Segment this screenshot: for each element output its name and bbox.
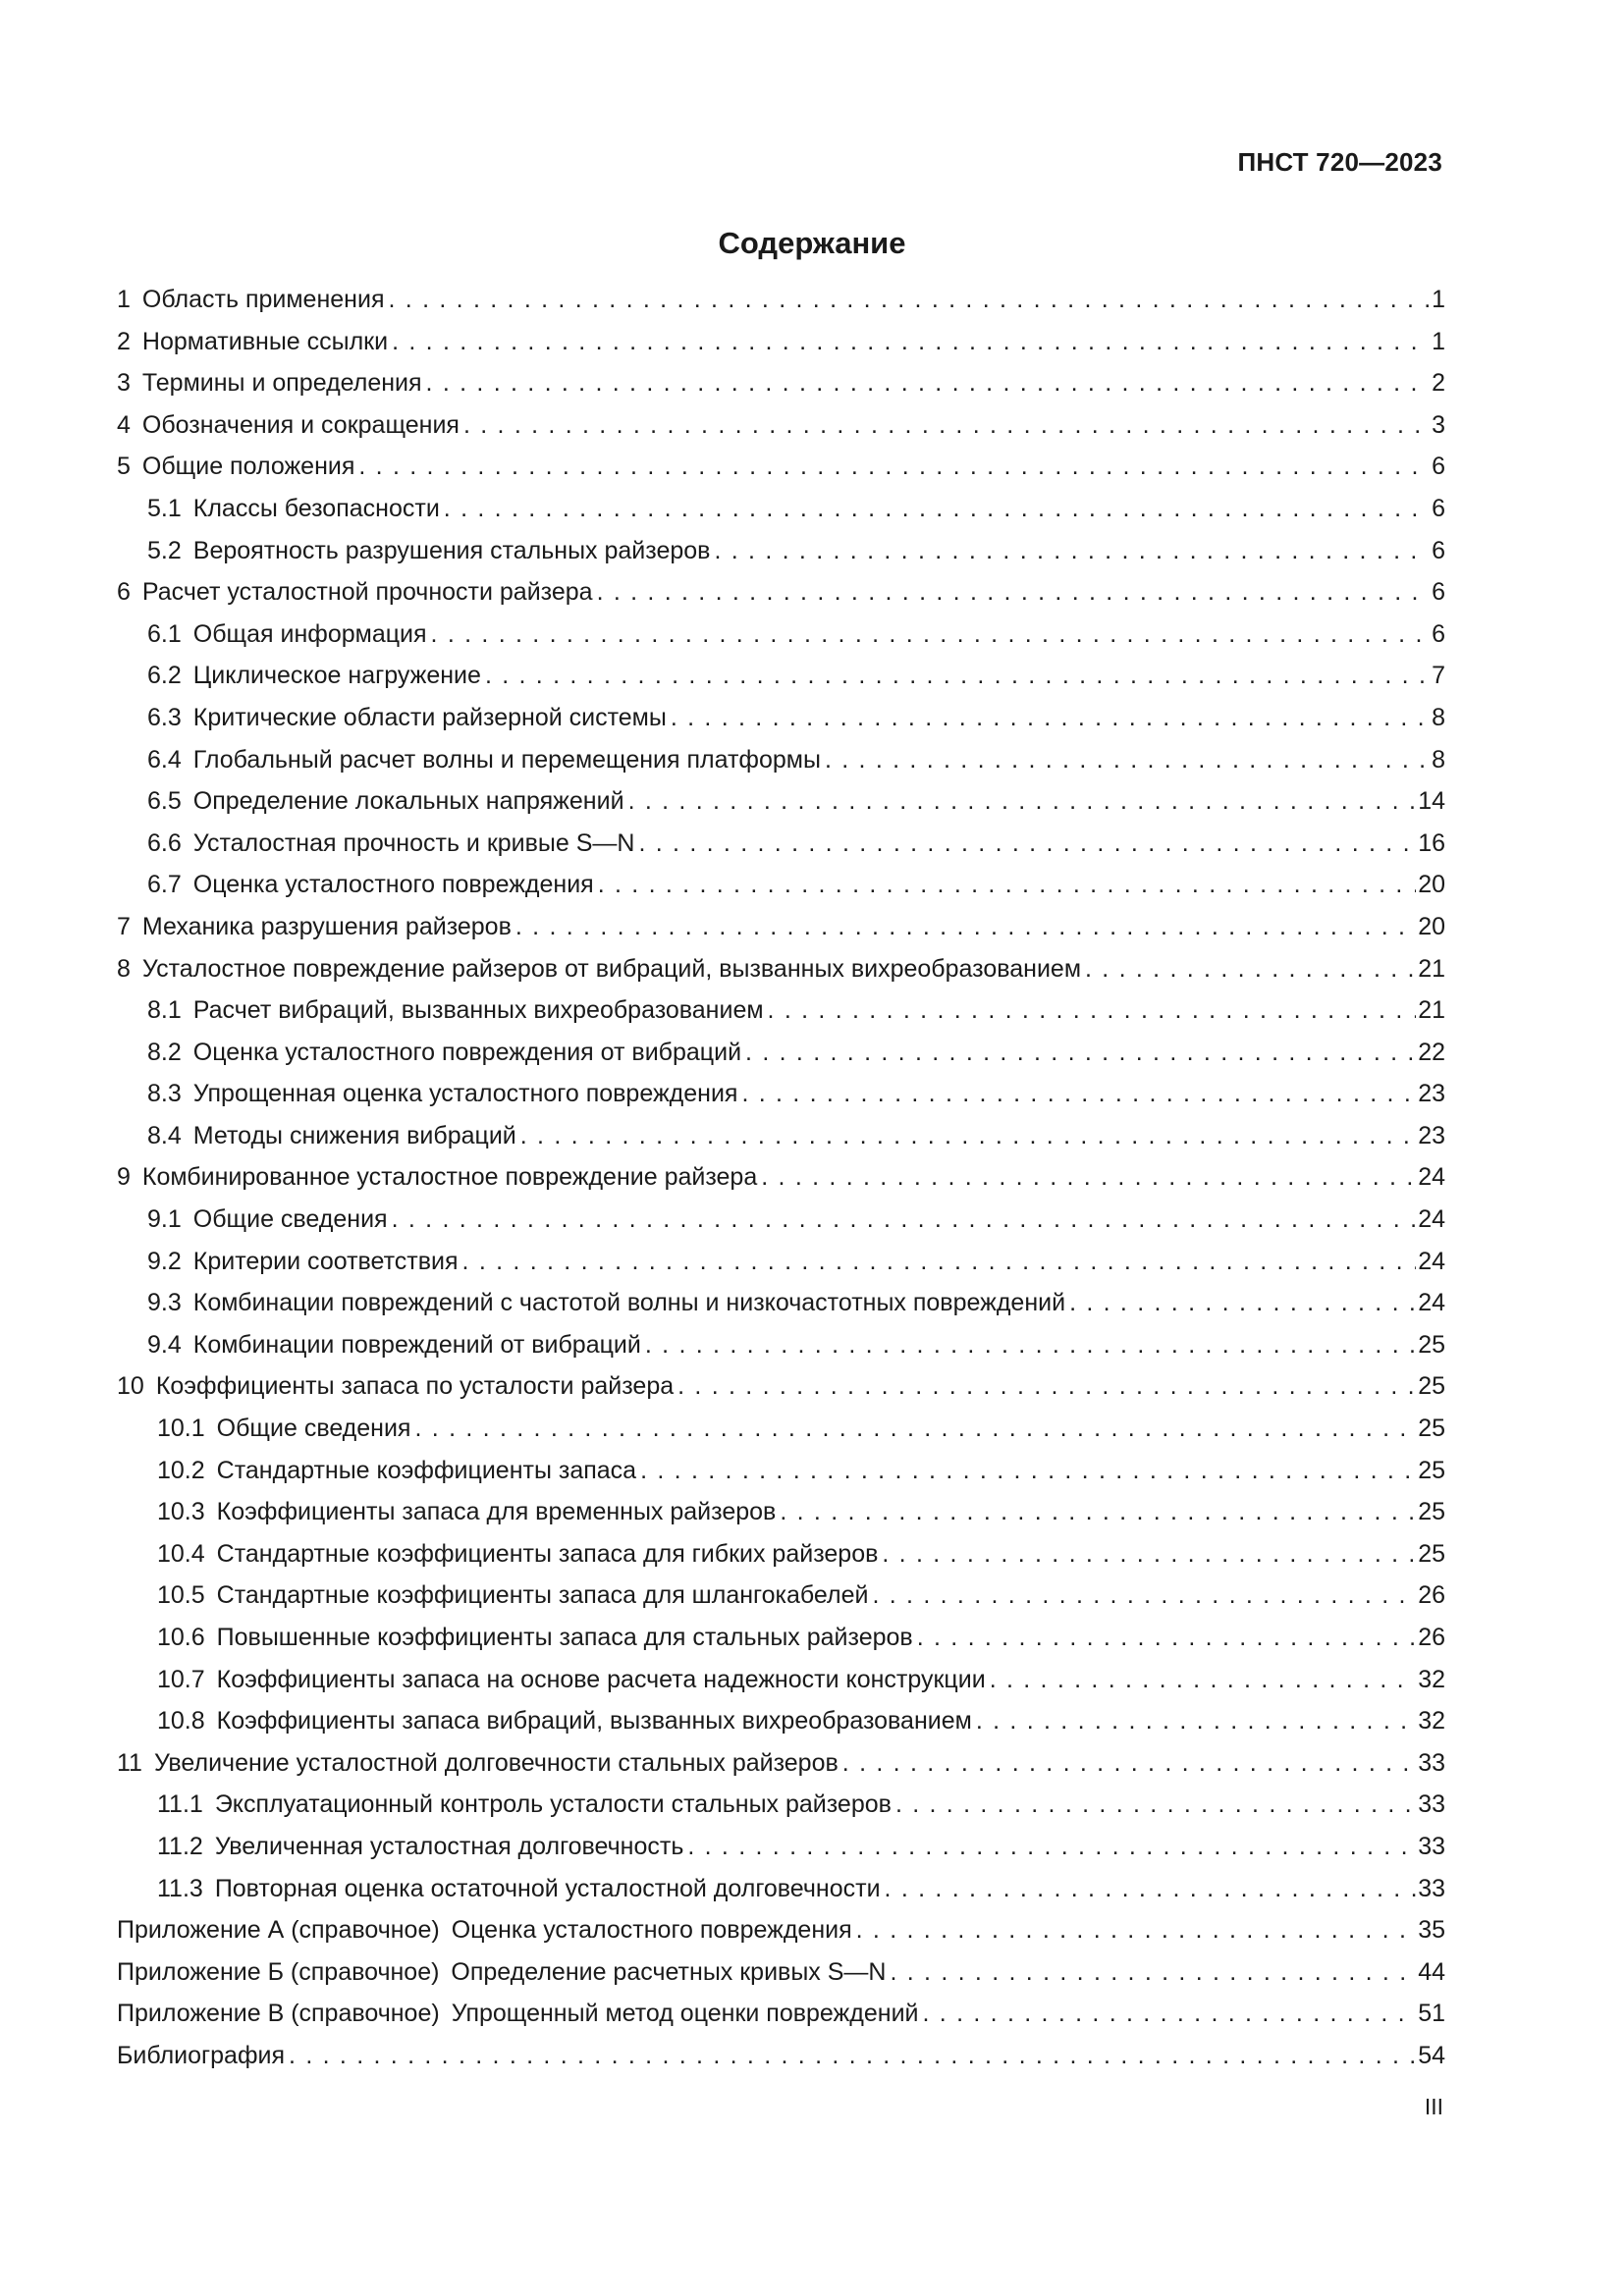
toc-entry-page: 33 [1418,1748,1445,1777]
toc-entry[interactable] [117,1205,1445,1248]
toc-dot-leader [872,1581,1416,1610]
toc-entry-title: Вероятность разрушения стальных райзеров [192,536,711,564]
toc-entry-page: 24 [1418,1205,1445,1234]
toc-dot-leader [392,328,1430,356]
toc-entry-number: 3 [117,369,131,398]
toc-entry-number: 6.6 [147,828,182,857]
toc-entry[interactable] [117,829,1445,872]
toc-entry-page: 21 [1418,996,1445,1025]
toc-dot-leader [890,1958,1416,1987]
toc-entry-title: Оценка усталостного повреждения [451,1916,852,1945]
toc-entry-number: 6.3 [147,703,182,731]
toc-dot-leader [976,1707,1416,1735]
toc-dot-leader [431,620,1431,649]
toc-dot-leader [597,578,1431,607]
toc-entry-number: 11.3 [157,1874,203,1902]
toc-entry[interactable] [117,704,1445,746]
toc-entry[interactable] [117,1666,1445,1708]
toc-entry-number: 9.3 [147,1289,182,1317]
toc-entry-number: 6.7 [147,871,182,899]
toc-dot-leader [885,1875,1417,1903]
toc-entry[interactable] [117,620,1445,663]
toc-entry-page: 54 [1418,2041,1445,2069]
toc-entry-page: 33 [1418,1874,1445,1902]
toc-entry[interactable] [117,537,1445,579]
toc-entry-number: 10 [117,1372,144,1401]
toc-entry[interactable] [117,578,1445,620]
toc-entry-title: Оценка усталостного повреждения [192,871,594,899]
toc-entry[interactable] [117,1581,1445,1624]
toc-entry[interactable] [117,1457,1445,1499]
toc-entry-page: 3 [1432,410,1445,439]
toc-entry-number: 11 [117,1748,142,1777]
toc-entry-page: 20 [1418,871,1445,899]
toc-entry[interactable] [117,996,1445,1039]
toc-dot-leader [1069,1289,1416,1317]
toc-entry[interactable] [117,328,1445,370]
toc-entry[interactable] [117,2042,1445,2084]
toc-entry[interactable] [117,1749,1445,1791]
toc-entry-title: Глобальный расчет волны и перемещения платформы [192,745,821,774]
toc-entry-number: 10.8 [157,1707,205,1735]
toc-entry-number: Приложение В (справочное) [117,2000,440,2028]
toc-entry-number: 6 [117,578,131,607]
toc-entry-number: 10.5 [157,1581,205,1610]
toc-dot-leader [761,1163,1416,1192]
toc-entry-page: 7 [1432,662,1445,690]
toc-dot-leader [768,996,1417,1025]
toc-dot-leader [463,411,1430,440]
toc-entry-title: Повышенные коэффициенты запаса для стальных райзеров [216,1624,913,1651]
toc-entry-number: 6.5 [147,787,182,816]
toc-entry-number: 7 [117,912,131,940]
toc-entry-title: Методы снижения вибраций [192,1121,516,1149]
toc-dot-leader [598,871,1416,899]
toc-dot-leader [645,1331,1416,1360]
toc-entry[interactable] [117,1415,1445,1457]
toc-entry-number: 5 [117,453,131,481]
toc-entry-title: Повторная оценка остаточной усталостной долговечности [214,1874,881,1902]
toc-dot-leader [895,1790,1416,1819]
toc-entry-number: 5.1 [147,494,182,522]
toc-dot-leader [687,1833,1416,1861]
toc-entry[interactable] [117,411,1445,454]
toc-dot-leader [825,746,1430,774]
toc-entry-title: Комбинированное усталостное повреждение райзера [141,1163,758,1192]
toc-entry-page: 25 [1418,1498,1445,1526]
toc-entry-page: 8 [1432,745,1445,774]
toc-entry-title: Упрощенный метод оценки повреждений [451,2000,919,2028]
toc-entry-page: 35 [1418,1916,1445,1945]
toc-entry-number: 11.1 [157,1790,203,1819]
toc-entry[interactable] [117,662,1445,704]
toc-entry[interactable] [117,1707,1445,1749]
toc-entry-title: Коэффициенты запаса на основе расчета надежности конструкции [216,1665,986,1693]
toc-entry-title: Комбинации повреждений от вибраций [192,1330,641,1359]
toc-dot-leader [882,1540,1416,1569]
toc-entry-page: 26 [1418,1624,1445,1651]
toc-entry-page: 44 [1418,1957,1445,1986]
toc-dot-leader [671,704,1430,732]
toc-entry-number: 11.2 [157,1832,203,1860]
toc-entry-title: Определение локальных напряжений [192,787,624,816]
toc-entry-number: 1 [117,286,131,313]
toc-entry-page: 8 [1432,703,1445,731]
toc-entry-page: 32 [1418,1707,1445,1735]
toc-entry[interactable] [117,1163,1445,1205]
toc-entry-page: 22 [1418,1038,1445,1066]
toc-entry[interactable] [117,1372,1445,1415]
toc-entry-title: Увеличение усталостной долговечности стальных райзеров [153,1748,839,1777]
toc-entry-number: 8.2 [147,1038,182,1066]
toc-entry[interactable] [117,1916,1445,1958]
toc-entry-title: Увеличенная усталостная долговечность [214,1832,684,1860]
toc-entry-page: 16 [1418,828,1445,857]
toc-entry[interactable] [117,1498,1445,1540]
toc-entry-page: 14 [1418,787,1445,816]
toc-entry[interactable] [117,1039,1445,1081]
toc-entry[interactable] [117,871,1445,913]
toc-entry-number: 6.2 [147,662,182,690]
toc-dot-leader [358,453,1430,481]
toc-entry-page: 32 [1418,1665,1445,1693]
toc-entry[interactable] [117,1122,1445,1164]
toc-entry-page: 25 [1418,1372,1445,1401]
toc-dot-leader [444,495,1430,523]
toc-entry[interactable] [117,2000,1445,2042]
toc-entry-title: Коэффициенты запаса по усталости райзера [155,1372,675,1401]
toc-entry[interactable] [117,955,1445,997]
toc-entry-title: Стандартные коэффициенты запаса для гибких райзеров [216,1539,879,1568]
toc-entry-page: 2 [1432,369,1445,398]
toc-entry[interactable] [117,1248,1445,1290]
toc-entry-title: Классы безопасности [192,494,440,522]
toc-entry-page: 33 [1418,1832,1445,1860]
toc-entry[interactable] [117,369,1445,411]
toc-entry-number: 10.1 [157,1415,205,1443]
toc-entry-title: Обозначения и сокращения [141,410,460,439]
toc-entry-number: 5.2 [147,536,182,564]
toc-entry-title: Область применения [141,286,385,313]
toc-entry-number: 9.2 [147,1247,182,1275]
toc-dot-leader [640,1457,1416,1485]
toc-entry-page: 6 [1432,494,1445,522]
toc-entry-page: 21 [1418,954,1445,983]
toc-dot-leader [426,369,1431,398]
toc-dot-leader [917,1624,1416,1652]
toc-entry-page: 26 [1418,1581,1445,1610]
toc-dot-leader [923,2000,1417,2028]
toc-entry-page: 20 [1418,912,1445,940]
toc-entry-page: 1 [1432,286,1445,313]
toc-entry-number: 4 [117,410,131,439]
toc-entry-page: 25 [1418,1539,1445,1568]
toc-entry-number: Приложение А (справочное) [117,1916,440,1945]
toc-entry-title: Критерии соответствия [192,1247,459,1275]
toc-entry-number: 9 [117,1163,131,1192]
toc-dot-leader [741,1080,1416,1108]
toc-dot-leader [990,1666,1417,1694]
toc-entry-page: 6 [1432,536,1445,564]
table-of-contents [117,286,1445,2084]
toc-entry-title: Эксплуатационный контроль усталости стальных райзеров [214,1790,892,1819]
toc-entry-title: Коэффициенты запаса вибраций, вызванных вихреобразованием [216,1707,972,1735]
toc-entry-page: 33 [1418,1790,1445,1819]
toc-entry-number: 10.3 [157,1498,205,1526]
toc-entry[interactable] [117,1289,1445,1331]
toc-dot-leader [628,787,1417,816]
toc-entry-title: Общие положения [141,453,355,481]
toc-entry[interactable] [117,1790,1445,1833]
toc-entry[interactable] [117,1331,1445,1373]
toc-entry-title: Нормативные ссылки [141,327,389,355]
toc-entry[interactable] [117,1624,1445,1666]
toc-dot-leader [462,1248,1417,1276]
toc-entry-page: 24 [1418,1247,1445,1275]
toc-entry-number: 10.4 [157,1539,205,1568]
toc-entry[interactable] [117,286,1445,328]
toc-entry-page: 25 [1418,1456,1445,1484]
toc-entry-page: 6 [1432,453,1445,481]
toc-entry[interactable] [117,1540,1445,1582]
toc-dot-leader [520,1122,1416,1150]
toc-entry-title: Оценка усталостного повреждения от вибраций [192,1038,742,1066]
toc-dot-leader [745,1039,1416,1067]
toc-dot-leader [842,1749,1416,1778]
toc-dot-leader [677,1372,1416,1401]
toc-entry-page: 23 [1418,1080,1445,1108]
toc-entry[interactable] [117,1875,1445,1917]
toc-entry-page: 6 [1432,578,1445,607]
toc-entry-page: 25 [1418,1330,1445,1359]
toc-entry[interactable] [117,495,1445,537]
toc-entry-title: Общая информация [192,619,427,648]
toc-dot-leader [714,537,1430,565]
toc-dot-leader [780,1498,1416,1526]
toc-entry-title: Усталостная прочность и кривые S—N [192,828,635,857]
toc-entry[interactable] [117,913,1445,955]
toc-dot-leader [392,1205,1417,1234]
toc-dot-leader [1085,955,1416,984]
toc-entry-number: 8 [117,954,131,983]
toc-entry[interactable] [117,746,1445,788]
toc-entry-number: 2 [117,327,131,355]
toc-entry-title: Общие сведения [216,1415,411,1443]
toc-entry-page: 6 [1432,619,1445,648]
toc-dot-leader [414,1415,1416,1443]
toc-entry-number: 10.6 [157,1624,205,1651]
toc-entry-page: 25 [1418,1415,1445,1443]
toc-title: Содержание [718,226,906,260]
toc-dot-leader [515,913,1416,941]
toc-entry-number: 10.2 [157,1456,205,1484]
toc-entry-title: Стандартные коэффициенты запаса [216,1456,637,1484]
toc-entry-number: 6.4 [147,745,182,774]
document-code: ПНСТ 720—2023 [1237,147,1442,177]
toc-entry-page: 23 [1418,1121,1445,1149]
toc-entry-title: Термины и определения [141,369,422,398]
toc-entry[interactable] [117,1958,1445,2001]
toc-entry-title: Упрощенная оценка усталостного повреждения [192,1080,738,1108]
toc-dot-leader [638,829,1416,858]
toc-entry-title: Коэффициенты запаса для временных райзеров [216,1498,777,1526]
toc-entry-page: 24 [1418,1289,1445,1317]
toc-entry-number: 6.1 [147,619,182,648]
toc-dot-leader [485,662,1430,690]
toc-entry-number: 8.3 [147,1080,182,1108]
toc-entry-title: Библиография [117,2041,286,2069]
toc-entry-number: 8.1 [147,996,182,1025]
toc-entry-number: 9.4 [147,1330,182,1359]
toc-entry-title: Расчет вибраций, вызванных вихреобразованием [192,996,764,1025]
toc-dot-leader [856,1916,1417,1945]
toc-entry-title: Определение расчетных кривых S—N [451,1957,887,1986]
toc-entry[interactable] [117,1833,1445,1875]
toc-entry-number: 9.1 [147,1205,182,1234]
toc-entry-title: Стандартные коэффициенты запаса для шлангокабелей [216,1581,869,1610]
toc-entry-title: Расчет усталостной прочности райзера [141,578,593,607]
toc-entry-title: Механика разрушения райзеров [141,912,512,940]
toc-entry-title: Общие сведения [192,1205,388,1234]
toc-entry-number: Приложение Б (справочное) [117,1957,440,1986]
toc-entry-title: Критические области райзерной системы [192,703,667,731]
toc-entry-title: Циклическое нагружение [192,662,481,690]
toc-entry-page: 51 [1418,2000,1445,2028]
toc-entry-title: Комбинации повреждений с частотой волны и низкочастотных повреждений [192,1289,1066,1317]
toc-entry-title: Усталостное повреждение райзеров от вибраций, вызванных вихреобразованием [141,954,1082,983]
toc-entry[interactable] [117,453,1445,495]
toc-entry-number: 10.7 [157,1665,205,1693]
page-number: III [1424,2094,1443,2119]
toc-entry[interactable] [117,787,1445,829]
toc-entry-page: 1 [1432,327,1445,355]
toc-dot-leader [289,2042,1416,2070]
toc-entry-number: 8.4 [147,1121,182,1149]
toc-entry[interactable] [117,1080,1445,1122]
toc-dot-leader [388,286,1430,314]
toc-entry-page: 24 [1418,1163,1445,1192]
